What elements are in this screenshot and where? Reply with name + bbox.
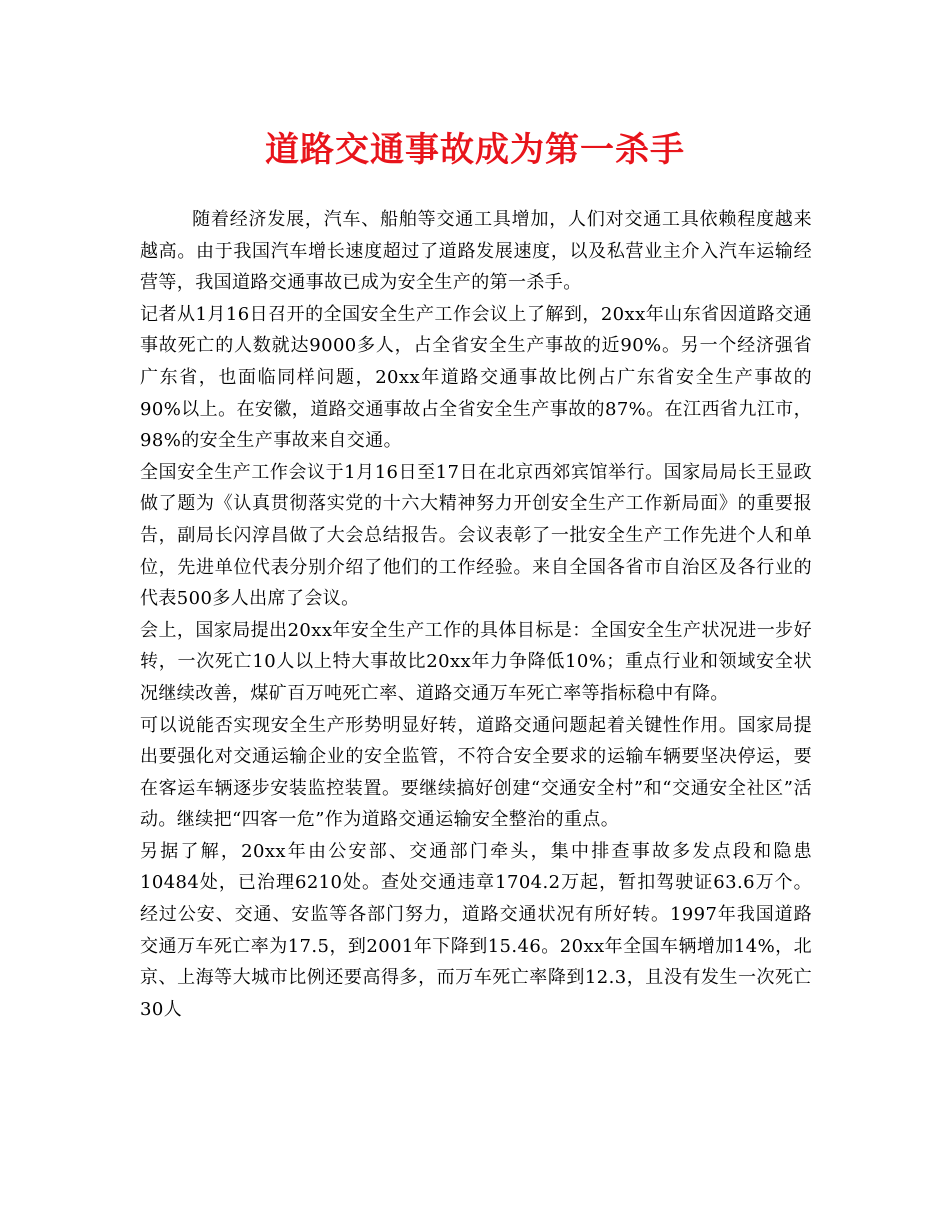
document-body: [140, 204, 812, 1025]
document-title: 道路交通事故成为第一杀手: [265, 130, 685, 170]
paragraph-intro: 随着经济发展，汽车、船舶等交通工具增加，人们对交通工具依赖程度越来越高。由于我国汽车增长速度超过了道路发展速度，以及私营业主介入汽车运输经营等，我国道路交通事故已成为安全生产的第一杀手。: [140, 209, 812, 294]
paragraph-conference: 全国安全生产工作会议于1月16日至17日在北京西郊宾馆举行。国家局局长王显政做了题为《认真贯彻落实党的十六大精神努力开创安全生产工作新局面》的重要报告，副局长闪淳昌做了大会总结报告。会议表彰了一批安全生产工作先进个人和单位，先进单位代表分别介绍了他们的工作经验。来自全国各省市自治区及各行业的代表500多人出席了会议。: [140, 461, 812, 610]
paragraph-targets: 会上，国家局提出20xx年安全生产工作的具体目标是：全国安全生产状况进一步好转，一次死亡10人以上特大事故比20xx年力争降低10%；重点行业和领域安全状况继续改善，煤矿百万吨死亡率、道路交通万车死亡率等指标稳中有降。: [140, 619, 812, 704]
paragraph-statistics: 记者从1月16日召开的全国安全生产工作会议上了解到，20xx年山东省因道路交通事故死亡的人数就达9000多人，占全省安全生产事故的近90%。另一个经济强省广东省，也面临同样问题，20xx年道路交通事故比例占广东省安全生产事故的90%以上。在安徽，道路交通事故占全省安全生产事故的87%。在江西省九江市，98%的安全生产事故来自交通。: [140, 303, 812, 452]
paragraph-results: 另据了解，20xx年由公安部、交通部门牵头，集中排查事故多发点段和隐患10484处，已治理6210处。查处交通违章1704.2万起，暂扣驾驶证63.6万个。经过公安、交通、安监等各部门努力，道路交通状况有所好转。1997年我国道路交通万车死亡率为17.5，到2001年下降到15.46。20xx年全国车辆增加14%，北京、上海等大城市比例还要高得多，而万车死亡率降到12.3，且没有发生一次死亡30人: [140, 840, 812, 1020]
paragraph-measures: 可以说能否实现安全生产形势明显好转，道路交通问题起着关键性作用。国家局提出要强化对交通运输企业的安全监管，不符合安全要求的运输车辆要坚决停运，要在客运车辆逐步安装监控装置。要继续搞好创建“交通安全村”和“交通安全社区”活动。继续把“四客一危”作为道路交通运输安全整治的重点。: [140, 714, 812, 831]
